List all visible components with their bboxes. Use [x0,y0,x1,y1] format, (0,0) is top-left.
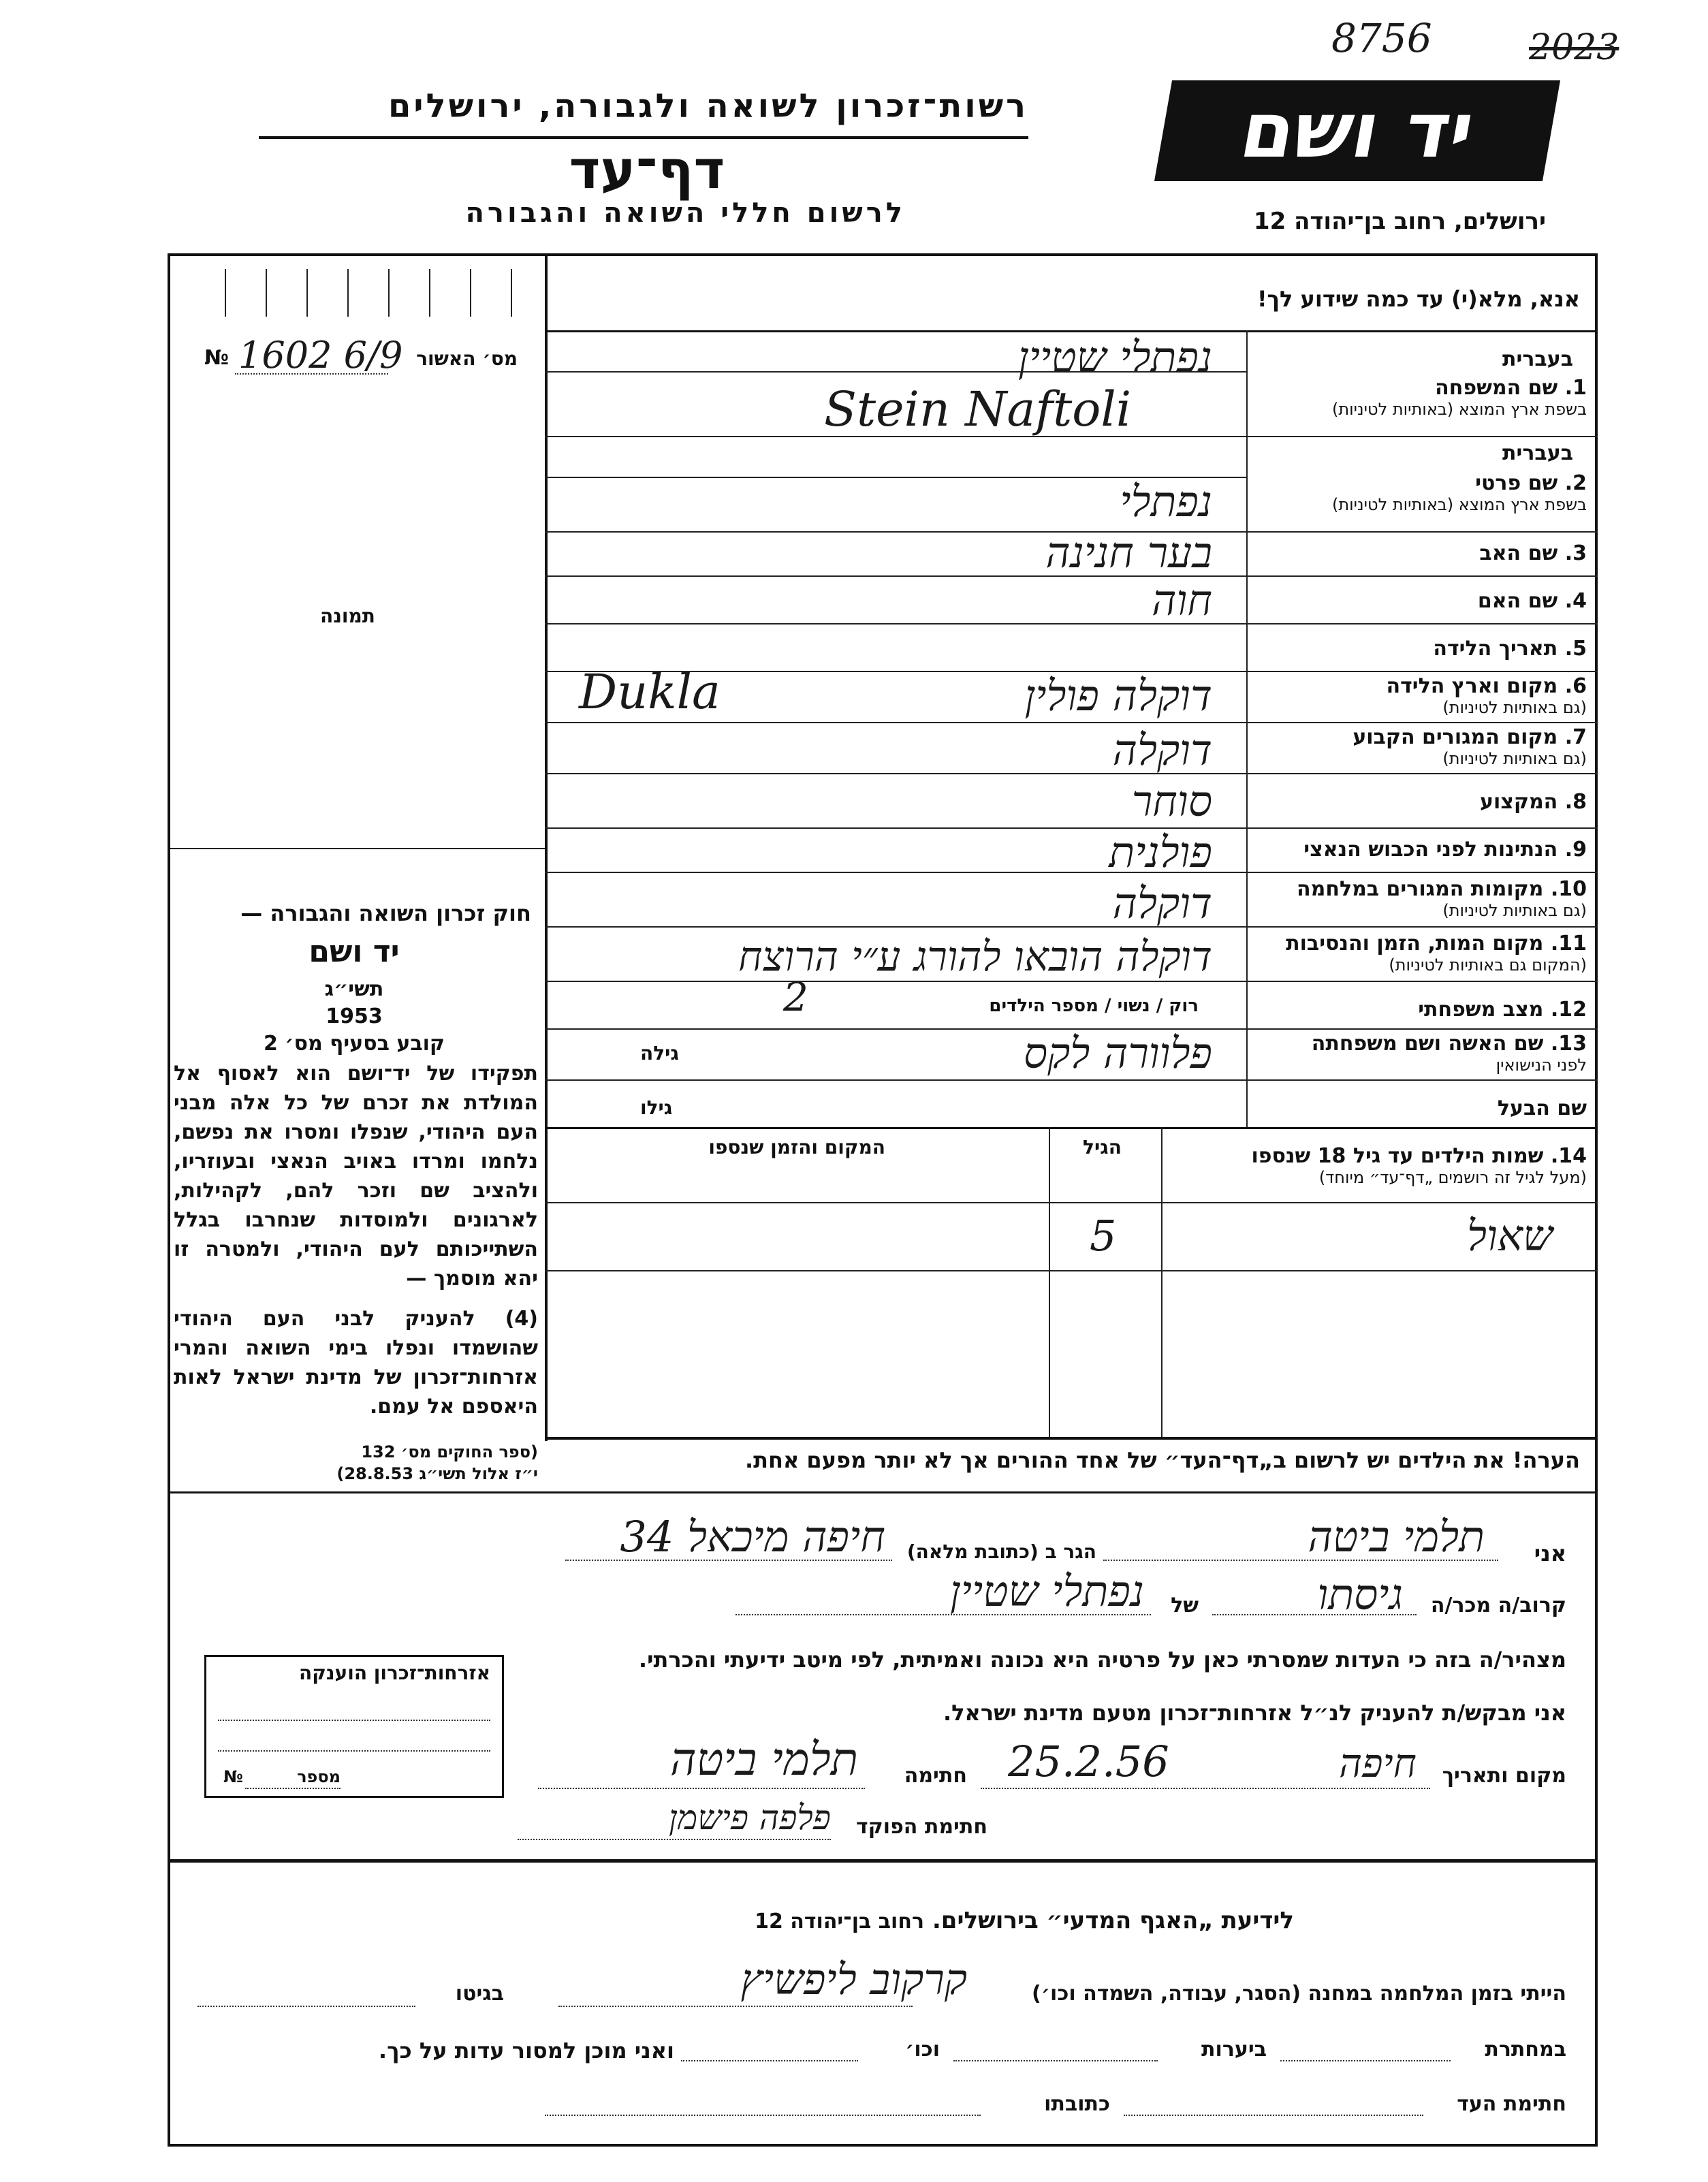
declarant-i-label: אני [1534,1540,1566,1566]
etc-label: וכו׳ [905,2038,940,2061]
field-9-value[interactable]: פולנית [1109,827,1212,877]
approval-boxes [204,269,545,317]
field-13-label: 13. שם האשה ושם משפחתה לפני הנישואין [1311,1032,1587,1075]
footer-separator [170,1859,1598,1863]
field-4-label: 4. שם האם [1477,589,1587,613]
official-signature[interactable]: פלפה פישמן [668,1798,831,1837]
field-5-label: 5. תאריך הלידה [1433,637,1587,661]
date-value[interactable]: 25.2.56 [1008,1737,1169,1786]
form-subtitle: לרשום חללי השואה והגבורה [465,197,906,229]
field-6-value[interactable]: דוקלה פולין [1024,671,1212,721]
children-age-header: הגיל [1083,1136,1122,1158]
archive-stamp-number: 8756 [1331,15,1432,61]
relation-label: קרוב/ה מכר/ה [1430,1594,1566,1617]
law-body: תפקידו של יד־ושם הוא לאסוף אל המולדת את זכרם של כל אלה מבני העם היהודי, שנפלו ומסרו את נפשם, נלחמו ומרדו באויב הנאצי ובעוזריו, ולהציב שם וזכר להם, לקהילות, לארגונים ולמוסדות שנחרבו בגלל השתייכותם לעם היהודי, ולמטרה זו יהא מוסמך — [174,1062,538,1291]
authority-underline [259,136,1028,139]
photo-area-bottom [170,848,545,849]
of-name[interactable]: נפתלי שטיין [949,1566,1144,1616]
note-text: הערה! את הילדים יש לרשום ב„דף־העד״ של אחד ההורים אך לא יותר מפעם אחת. [744,1447,1580,1473]
field-12-label: 12. מצב משפחתי [1418,998,1587,1022]
ready-label: ואני מוכן למסור עדות על כך. [378,2038,674,2064]
husband-label: שם הבעל [1497,1096,1587,1120]
field-3-value[interactable]: בער חנינה [1045,528,1212,578]
field-11-label: 11. מקום המות, הזמן והנסיבות (המקום גם באותיות לטיניות) [1286,932,1587,975]
field-12-options: רוק / נשוי / מספר הילדים [989,996,1199,1016]
left-column-divider [545,256,548,1441]
law-name: יד ושם [309,934,400,969]
children-row-line [545,1270,1598,1271]
witness-signature-label: חתימת העד [1457,2092,1566,2116]
declaration-text: מצהיר/ה בזה כי העדות שמסרתי כאן על פרטיה היא נכונה ואמיתית, לפי מיטב ידיעתי והכרתי. [638,1647,1566,1673]
law-item-4: (4) להעניק לבני העם היהודי שהושמדו ונפלו בימי השואה והמרי אזרחות־זכרון של מדינת ישראל לאות היאספם אל עמם. [174,1307,538,1419]
field-4-value[interactable]: חוה [1152,575,1212,625]
field-13-value[interactable]: פלוורה לקס [1023,1028,1212,1078]
field-3-label: 3. שם האב [1479,541,1587,565]
child-1-name[interactable]: שאול [1467,1211,1553,1261]
field-7-label: 7. מקום המגורים הקבוע (גם באותיות לטיניות) [1353,725,1587,768]
law-ref-2: י״ז אלול תשי״ג 28.8.53) [336,1464,538,1483]
field-1-lang: בעברית [1502,347,1573,371]
children-header-label: 14. שמות הילדים עד גיל 18 שנספו (מעל לגיל זה רושמים „דף־עד״ מיוחד) [1251,1144,1587,1187]
footer-line-1-value[interactable]: קרקוב ליפשיץ [740,1955,967,2004]
request-text: אני מבקש/ת להעניק לנ״ל אזרחות־זכרון מטעם מדינת ישראל. [943,1700,1566,1726]
field-1-value-latin[interactable]: Stein Naftoli [824,381,1132,437]
field-10-value[interactable]: דוקלה [1112,879,1212,928]
field-9-label: 9. הנתינות לפני הכבוש הנאצי [1303,838,1587,861]
form-title: דף־עד [569,140,725,201]
law-year: 1953 [326,1005,383,1028]
ghetto-label: בגיטו [455,1982,504,2006]
yad-vashem-logo: יד ושם [1154,80,1560,181]
authority-title: רשות־זכרון לשואה ולגבורה, ירושלים [388,87,1028,125]
relation-value[interactable]: גיסתו [1317,1570,1403,1619]
child-1-age[interactable]: 5 [1090,1211,1117,1261]
official-signature-label: חתימת הפוקד [856,1815,987,1839]
field-8-label: 8. המקצוע [1479,790,1587,814]
field-11-value[interactable]: דוקלה הובאו להורג ע״י הרוצח [738,933,1212,981]
field-10-label: 10. מקומות המגורים במלחמה (גם באותיות לטיניות) [1297,877,1587,920]
wife-age-label: גילה [640,1042,679,1064]
children-place-header: המקום והזמן שנספו [708,1136,885,1158]
signature-label: חתימה [904,1764,967,1788]
field-2-lang: בעברית [1502,441,1573,465]
footer-line-1: הייתי בזמן המלחמה במחנה (הסגר, עבודה, השמדה וכו׳) [1032,1982,1566,2006]
children-header-line [545,1202,1598,1203]
field-12-value[interactable]: 2 [783,974,808,1020]
husband-age-label: גילו [640,1096,673,1119]
signature-value[interactable]: תלמי ביטה [669,1733,858,1786]
children-col-2 [1161,1127,1163,1437]
note-top-line [545,1437,1598,1440]
place-date-label: מקום ותאריך [1442,1764,1566,1788]
note-bottom-line [170,1491,1598,1493]
field-1-label: 1. שם המשפחה בשפת ארץ המוצא (באותיות לטיניות) [1332,376,1587,419]
field-6-value-latin[interactable]: Dukla [579,664,721,720]
field-2-value[interactable]: נפתלי [1120,477,1212,526]
citizenship-number-label: מספר [297,1767,341,1786]
declarant-name[interactable]: תלמי ביטה [1308,1512,1485,1562]
of-label: של [1171,1594,1199,1617]
archive-stamp-crossed: 2023 [1529,27,1619,68]
law-ref-1: (ספר החוקים מס׳ 132 [361,1442,538,1461]
approval-no-sign: № [204,346,230,370]
forests-label: ביערות [1201,2038,1267,2061]
header-address: ירושלים, רחוב בן־יהודה 12 [1253,208,1546,235]
field-label-divider [1246,330,1248,1127]
law-title: חוק זכרון השואה והגבורה — [240,900,531,926]
field-2-label: 2. שם פרטי בשפת ארץ המוצא (באותיות לטיניות) [1332,471,1587,514]
witness-address-label: כתובתו [1044,2092,1110,2116]
approval-line [235,373,388,375]
partisans-label: במחתרת [1485,2038,1566,2061]
approval-number: 1602 6/9 [238,334,403,377]
law-year-he: תשי״ג [324,977,384,1001]
declarant-address[interactable]: חיפה מיכאל 34 [620,1512,885,1562]
children-col-1 [1049,1127,1050,1437]
footer-heading: לידיעת „האגף המדעי״ בירושלים. רחוב בן־יהודה 12 [755,1907,1294,1934]
place-value[interactable]: חיפה [1339,1740,1417,1786]
instructions: אנא, מלא(י) עד כמה שידוע לך! [1256,286,1580,312]
field-1-value-hebrew[interactable]: נפתלי שטיין [1017,332,1212,382]
field-8-value[interactable]: סוחר [1131,776,1212,826]
field-7-value[interactable]: דוקלה [1112,725,1212,775]
citizenship-no-sign: № [223,1767,243,1786]
approval-label: מס׳ האשור [416,347,518,370]
photo-label: תמונה [320,605,375,627]
field-6-label: 6. מקום וארץ הלידה (גם באותיות לטיניות) [1386,674,1587,717]
citizenship-title: אזרחות־זכרון הוענקה [299,1662,490,1684]
law-clause: קובע בסעיף מס׳ 2 [263,1032,445,1056]
declarant-resides-label: הגר ב (כתובת מלאה) [906,1540,1096,1563]
